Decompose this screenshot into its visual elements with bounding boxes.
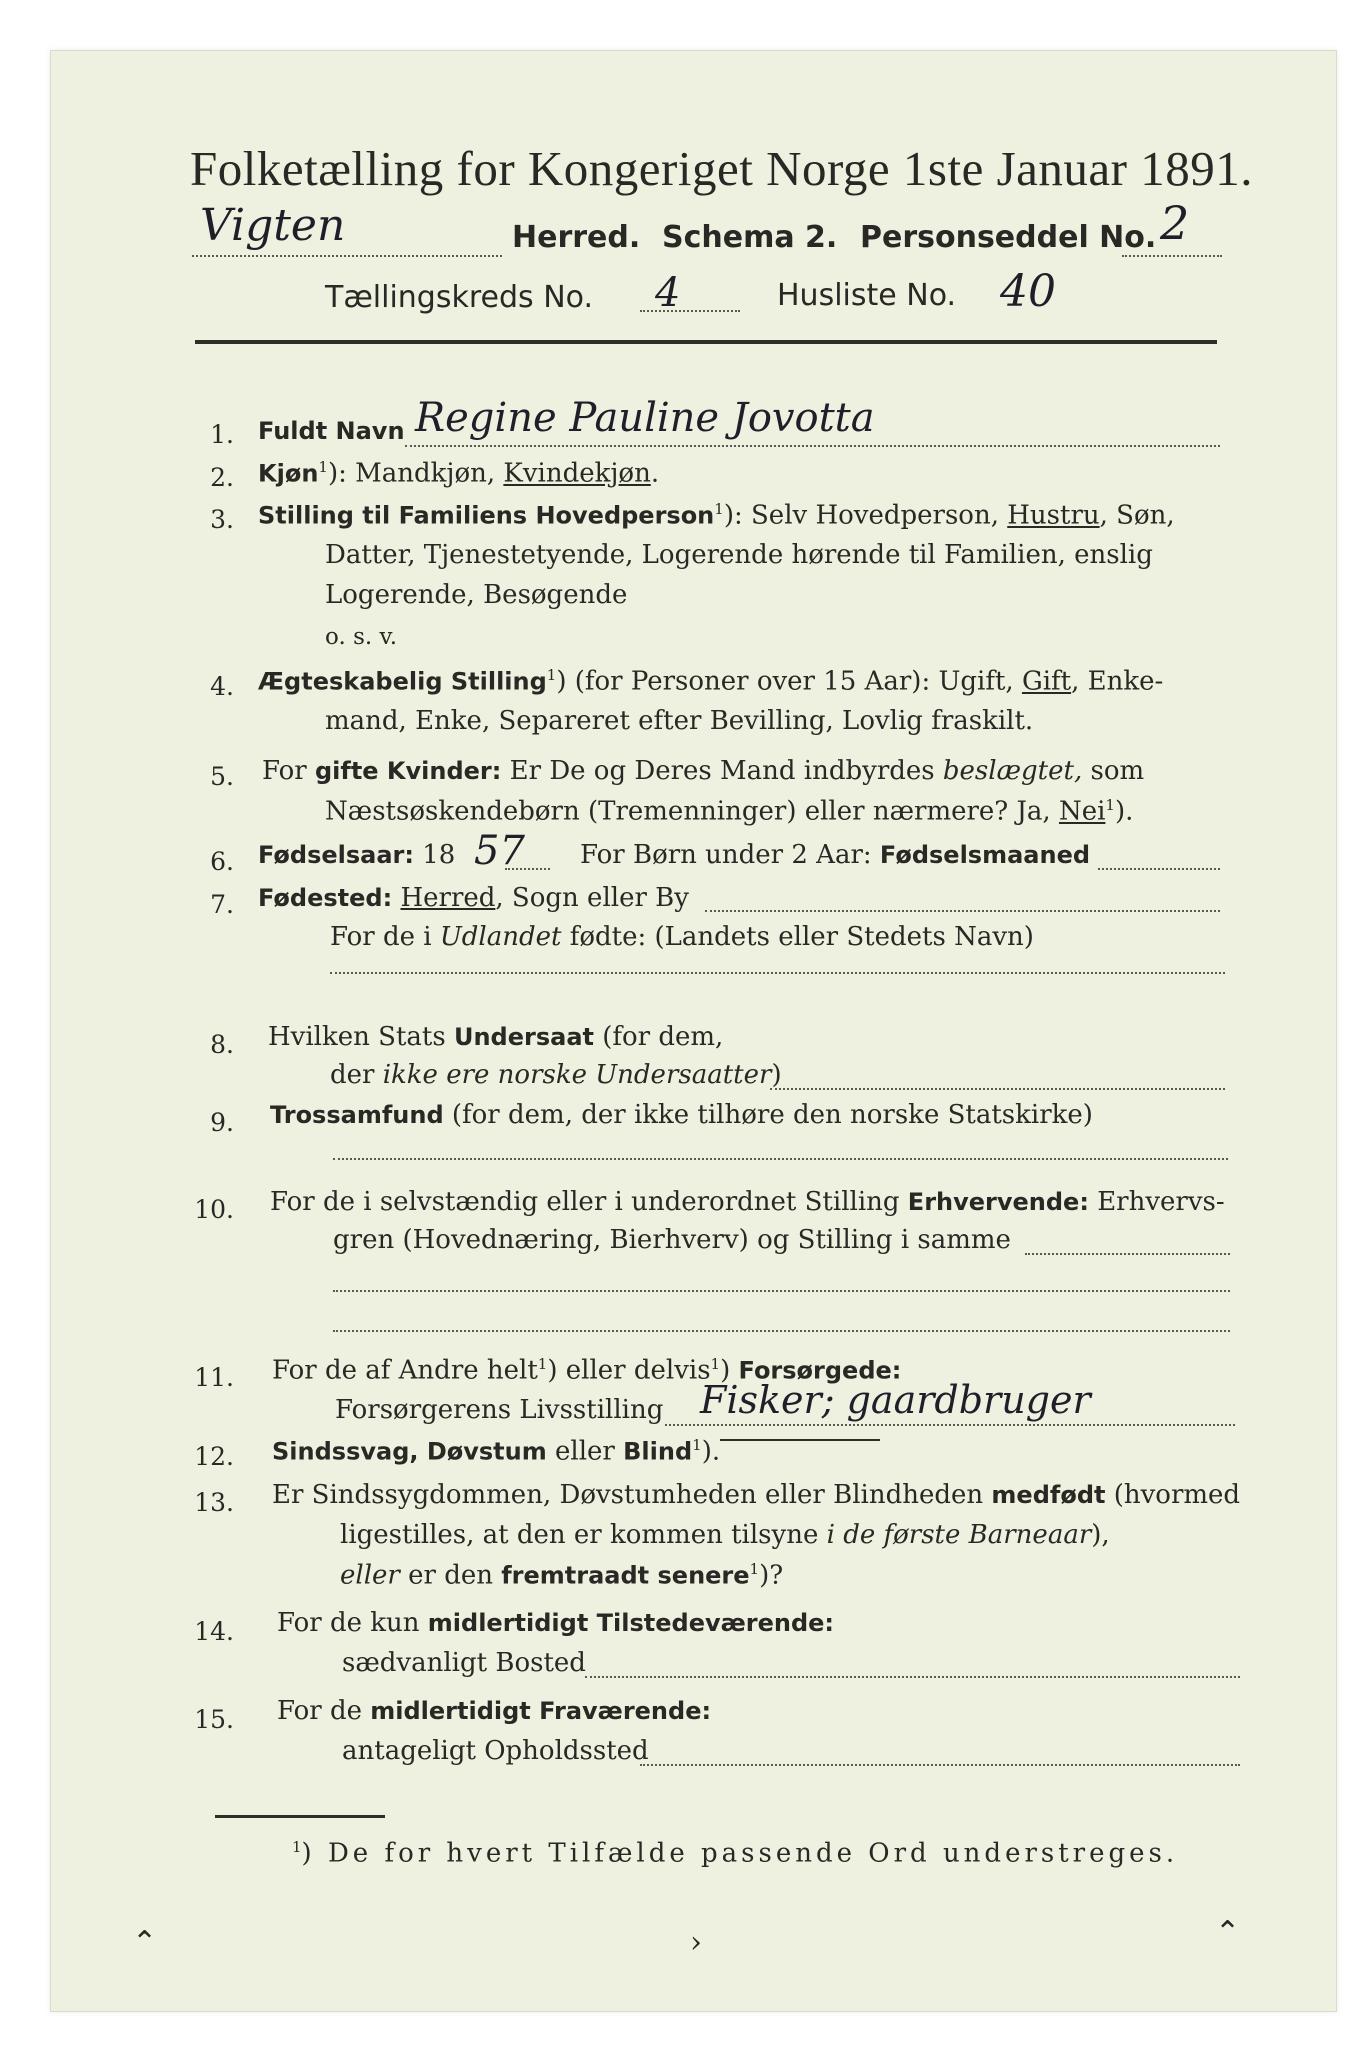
congenital-line3-eller: eller (340, 1560, 400, 1591)
congenital-line2-italic: i de første Barneaar (826, 1520, 1092, 1550)
item-number-7: 7. (210, 890, 234, 919)
married-women-line2: Næstsøskendebørn (Tremenninger) eller nærmere? Ja, (325, 796, 1059, 827)
kreds-value: 4 (655, 270, 681, 316)
married-women-end: ). (1114, 796, 1134, 827)
married-women-label: gifte Kvinder: (314, 757, 502, 785)
husliste-value: 40 (1000, 266, 1056, 317)
abroad-dotted-line (330, 972, 1225, 974)
citizenship-line2-italic: ikke ere norske Undersaatter (382, 1060, 772, 1090)
married-women-beslaegtet: beslægtet, (942, 756, 1083, 786)
temp-present-label: midlertidigt Tilstedeværende: (427, 1609, 835, 1637)
footnote-text: ) De for hvert Tilfælde passende Ord understreges. (301, 1838, 1179, 1869)
item-number-2: 2. (210, 463, 234, 492)
temp-absent-label: midlertidigt Fraværende: (370, 1697, 712, 1725)
footnote (292, 1838, 1178, 1869)
item-14-line-1 (277, 1608, 834, 1638)
occupation-label: Erhvervende: (907, 1188, 1089, 1216)
abroad-prefix: For de i (330, 922, 440, 952)
marital-status-label: Ægteskabelig Stilling (258, 667, 547, 696)
item-11-line-2: Forsørgerens Livsstilling (335, 1395, 664, 1425)
birthplace-label: Fødested: (258, 884, 393, 912)
citizenship-line2-prefix: der (330, 1060, 383, 1090)
household-position-options-a: ): Selv Hovedperson, (723, 500, 1008, 531)
registration-mark-left: ⌃ (132, 1925, 158, 1960)
footnote-rule (215, 1815, 385, 1818)
disability-blind-label: Blind (623, 1437, 693, 1466)
item-number-4: 4. (210, 672, 234, 701)
item-3-line-4: o. s. v. (325, 624, 398, 650)
supported-mid: ) eller delvis (547, 1355, 711, 1386)
item-8-line-2 (330, 1060, 782, 1090)
occupation-dotted-line-1 (1025, 1253, 1230, 1255)
occupation-rest: Erhvervs- (1088, 1187, 1225, 1217)
disability-mid: eller (546, 1436, 624, 1467)
abroad-rest: fødte: (Landets eller Stedets Navn) (561, 922, 1034, 952)
supported-footnote-ref-2: 1 (710, 1355, 721, 1373)
item-4-line-2: mand, Enke, Separeret efter Bevilling, Lovlig fraskilt. (325, 706, 1034, 736)
occupation-prefix: For de i selvstændig eller i underordnet Stilling (270, 1187, 908, 1217)
full-name-value: Regine Pauline Jovotta (415, 395, 875, 441)
birth-year-prefix: 18 (414, 840, 456, 870)
item-number-8: 8. (210, 1030, 234, 1059)
supported-label: Forsørgede: (738, 1356, 902, 1385)
registration-mark-center: › (690, 1925, 702, 1960)
item-6-line-1b (580, 840, 1090, 870)
sex-footnote-ref: 1 (318, 458, 328, 476)
item-2-line (258, 458, 659, 489)
congenital-label: medfødt (991, 1481, 1106, 1509)
disability-label: Sindssvag, Døvstum (272, 1437, 547, 1466)
congenital-rest: (hvormed (1105, 1480, 1241, 1510)
marital-status-options-a: ) (for Personer over 15 Aar): Ugift, (556, 666, 1022, 697)
herred-value: Vigten (200, 200, 346, 251)
citizenship-prefix: Hvilken Stats (268, 1022, 454, 1052)
item-8-line-1 (268, 1022, 723, 1052)
provider-occupation-value: Fisker; gaardbruger (700, 1378, 1091, 1422)
birthplace-options: , Sogn eller By (495, 883, 689, 913)
birth-month-label: Fødselsmaaned (879, 841, 1091, 869)
sex-end: . (650, 458, 660, 489)
congenital-line3-mid: er den (399, 1560, 502, 1591)
sex-option-male: ): Mandkjøn, (327, 458, 504, 489)
supported-footnote-ref-1: 1 (537, 1355, 548, 1373)
item-9-line-1 (270, 1100, 1093, 1130)
birthplace-herred: Herred (400, 883, 496, 913)
item-13-line-1 (272, 1480, 1240, 1510)
sex-label: Kjøn (258, 459, 319, 488)
religion-dotted-line (333, 1158, 1228, 1160)
full-name-dotted-line (405, 445, 1220, 447)
personseddel-label: Personseddel No. (860, 220, 1157, 255)
religion-label: Trossamfund (270, 1101, 444, 1129)
disability-end: ). (701, 1436, 721, 1467)
item-10-line-1 (270, 1187, 1225, 1217)
item-7-line-2 (330, 922, 1034, 952)
household-position-footnote-ref: 1 (714, 500, 724, 518)
disability-footnote-ref: 1 (692, 1436, 702, 1454)
item-number-1: 1. (210, 420, 234, 449)
later-onset-footnote-ref: 1 (749, 1560, 760, 1578)
full-name-label: Fuldt Navn (258, 417, 405, 445)
kreds-label: Tællingskreds No. (325, 280, 593, 315)
religion-rest: (for dem, der ikke tilhøre den norske Statskirke) (443, 1100, 1093, 1130)
citizenship-dotted-line (770, 1088, 1225, 1090)
birth-month-prefix: For Børn under 2 Aar: (580, 840, 880, 870)
item-number-5: 5. (210, 762, 234, 791)
item-12-line-1 (272, 1436, 720, 1467)
married-women-prefix: For (262, 756, 315, 786)
herred-label: Herred. (512, 220, 641, 255)
item-14-line-2: sædvanligt Bosted (342, 1648, 586, 1678)
item-number-6: 6. (210, 847, 234, 876)
citizenship-rest: (for dem, (593, 1022, 724, 1052)
item-15-line-2: antageligt Opholdssted (342, 1736, 649, 1766)
item-5-line-2 (325, 796, 1133, 827)
header-rule (195, 340, 1217, 344)
form-title: Folketælling for Kongeriget Norge 1ste Januar 1891. (190, 141, 1253, 196)
item-13-line-2 (340, 1520, 1110, 1550)
item-1-line (258, 416, 405, 446)
sex-option-female: Kvindekjøn (503, 458, 651, 489)
registration-mark-right: ⌃ (1215, 1915, 1241, 1950)
item-number-10: 10. (194, 1195, 234, 1224)
married-women-question: Er De og Deres Mand indbyrdes (501, 756, 943, 786)
birth-year-dotted-line (505, 868, 550, 870)
married-women-nei: Nei (1058, 796, 1106, 827)
married-women-som: som (1082, 756, 1145, 786)
item-number-15: 15. (194, 1705, 234, 1734)
usual-residence-dotted-line (585, 1676, 1240, 1678)
abroad-udlandet: Udlandet (439, 922, 562, 952)
schema-label: Schema 2. (662, 220, 838, 255)
later-onset-end: )? (759, 1560, 784, 1591)
disability-answer-rule (720, 1439, 880, 1441)
congenital-line2-end: ), (1091, 1520, 1110, 1550)
probable-residence-dotted-line (640, 1764, 1240, 1766)
item-number-9: 9. (210, 1108, 234, 1137)
item-13-line-3 (340, 1560, 783, 1591)
item-number-3: 3. (210, 505, 234, 534)
item-7-line-1 (258, 883, 689, 913)
congenital-line2-prefix: ligestilles, at den er kommen tilsyne (340, 1520, 827, 1550)
item-number-13: 13. (194, 1488, 234, 1517)
temp-absent-prefix: For de (277, 1696, 371, 1726)
supported-gap: ) (720, 1355, 739, 1386)
kreds-dotted-line (640, 310, 740, 312)
temp-present-prefix: For de kun (277, 1608, 428, 1638)
item-6-line-1 (258, 840, 455, 870)
later-onset-label: fremtraadt senere (501, 1561, 750, 1590)
item-10-line-2: gren (Hovednæring, Bierhverv) og Stilling i samme (333, 1225, 1011, 1255)
birth-year-value: 57 (474, 828, 525, 874)
supported-prefix: For de af Andre helt (272, 1355, 538, 1386)
household-position-options-b: , Søn, (1099, 500, 1175, 531)
item-5-line-1 (262, 756, 1144, 786)
birth-month-dotted-line (1098, 868, 1220, 870)
husliste-label: Husliste No. (777, 278, 957, 313)
citizenship-label: Undersaat (453, 1023, 594, 1051)
herred-dotted-line (192, 255, 502, 257)
birthplace-dotted-line (705, 910, 1220, 912)
congenital-prefix: Er Sindssygdommen, Døvstumheden eller Blindheden (272, 1480, 992, 1510)
marital-status-options-b: , Enke- (1071, 666, 1164, 697)
marital-status-footnote-ref: 1 (546, 666, 557, 684)
item-number-12: 12. (194, 1442, 234, 1471)
household-position-label: Stilling til Familiens Hovedperson (258, 501, 715, 530)
item-3-line-3: Logerende, Besøgende (325, 580, 628, 610)
provider-occupation-dotted-line (665, 1424, 1235, 1426)
married-women-footnote-ref: 1 (1105, 796, 1115, 814)
item-3-line-2: Datter, Tjenestetyende, Logerende hørende til Familien, enslig (325, 540, 1153, 570)
household-position-hustru: Hustru (1007, 500, 1100, 531)
item-4-line-1 (258, 666, 1163, 697)
footnote-marker: 1 (292, 1838, 302, 1856)
birth-year-label: Fødselsaar: (258, 841, 414, 869)
item-number-11: 11. (194, 1363, 234, 1392)
occupation-dotted-line-2 (333, 1290, 1230, 1292)
personseddel-value: 2 (1160, 196, 1190, 250)
item-number-14: 14. (194, 1617, 234, 1646)
marital-status-gift: Gift (1021, 666, 1072, 697)
item-15-line-1 (277, 1696, 711, 1726)
item-3-line-1 (258, 500, 1175, 531)
occupation-dotted-line-3 (333, 1330, 1230, 1332)
personseddel-dotted-line (1122, 255, 1222, 257)
citizenship-line2-end: ) (771, 1060, 782, 1090)
